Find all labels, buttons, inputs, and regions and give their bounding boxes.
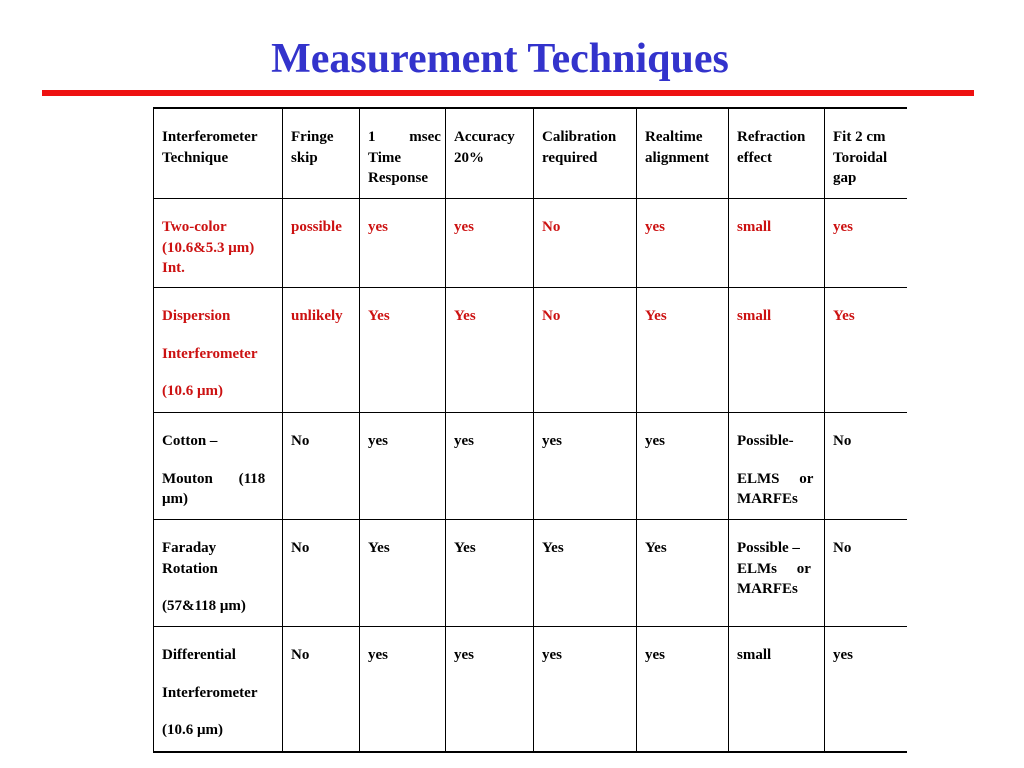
technique-line: Differential xyxy=(162,647,236,663)
header-technique xyxy=(154,108,283,199)
time-response-cell: yes xyxy=(360,413,446,520)
refraction-cell xyxy=(729,520,825,627)
technique-line: Faraday xyxy=(162,540,217,556)
fringe-skip-cell: possible xyxy=(283,199,360,288)
calibration-cell: No xyxy=(534,288,637,413)
technique-line: μm) xyxy=(162,491,188,507)
refraction-cell xyxy=(729,413,825,520)
accuracy-cell: yes xyxy=(446,199,534,288)
refraction-line: MARFEs xyxy=(737,581,798,597)
technique-cell xyxy=(154,520,283,627)
header-line: Technique xyxy=(162,149,229,166)
technique-line: Two-color xyxy=(162,219,227,235)
header-realtime-alignment xyxy=(637,108,729,199)
table-row xyxy=(154,627,907,753)
refraction-line: MARFEs xyxy=(737,491,798,507)
alignment-cell: Yes xyxy=(637,520,729,627)
table-row xyxy=(154,199,907,288)
fringe-skip-cell: unlikely xyxy=(283,288,360,413)
alignment-cell: yes xyxy=(637,627,729,753)
header-line: gap xyxy=(833,170,857,186)
refraction-line: ELMs or xyxy=(737,560,811,577)
header-line: Realtime xyxy=(645,129,703,145)
table-row xyxy=(154,520,907,627)
toroidal-gap-cell: Yes xyxy=(825,288,907,413)
header-line: effect xyxy=(737,149,772,166)
time-response-cell: yes xyxy=(360,199,446,288)
calibration-cell: No xyxy=(534,199,637,288)
technique-line: Mouton (118 xyxy=(162,470,266,487)
techniques-table xyxy=(153,107,907,753)
header-line: Response xyxy=(368,170,429,186)
toroidal-gap-cell: yes xyxy=(825,199,907,288)
table-header-row xyxy=(154,108,907,199)
fringe-skip-cell: No xyxy=(283,627,360,753)
technique-cell xyxy=(154,413,283,520)
toroidal-gap-cell: yes xyxy=(825,627,907,753)
header-line: Accuracy xyxy=(454,129,515,145)
technique-line: Cotton – xyxy=(162,433,218,449)
refraction-cell: small xyxy=(729,199,825,288)
technique-cell xyxy=(154,288,283,413)
header-refraction-effect xyxy=(729,108,825,199)
refraction-line: Possible – xyxy=(737,540,800,556)
table-row xyxy=(154,288,907,413)
fringe-skip-cell: No xyxy=(283,413,360,520)
time-response-cell: yes xyxy=(360,627,446,753)
time-response-cell: Yes xyxy=(360,520,446,627)
title-divider xyxy=(42,90,974,96)
header-line: required xyxy=(542,149,598,166)
table-row xyxy=(154,413,907,520)
calibration-cell: yes xyxy=(534,627,637,753)
header-time-response xyxy=(360,108,446,199)
technique-line: Interferometer xyxy=(162,345,258,362)
header-line: Interferometer xyxy=(162,129,258,145)
refraction-cell: small xyxy=(729,627,825,753)
header-line: Toroidal xyxy=(833,149,888,166)
header-line: Fringe xyxy=(291,129,334,145)
technique-line: Rotation xyxy=(162,560,218,577)
header-toroidal-gap xyxy=(825,108,907,199)
technique-line: (10.6 μm) xyxy=(162,722,223,738)
accuracy-cell: yes xyxy=(446,413,534,520)
alignment-cell: yes xyxy=(637,199,729,288)
header-line: Refraction xyxy=(737,129,806,145)
technique-line: (10.6&5.3 μm) xyxy=(162,239,255,256)
header-accuracy xyxy=(446,108,534,199)
technique-cell xyxy=(154,627,283,753)
technique-line: Dispersion xyxy=(162,308,231,324)
header-line: 20% xyxy=(454,149,484,166)
time-response-cell: Yes xyxy=(360,288,446,413)
refraction-line: ELMS or xyxy=(737,470,814,487)
alignment-cell: yes xyxy=(637,413,729,520)
calibration-cell: yes xyxy=(534,413,637,520)
header-line: Calibration xyxy=(542,129,617,145)
header-line: Time xyxy=(368,149,402,166)
refraction-line: Possible- xyxy=(737,433,794,449)
accuracy-cell: Yes xyxy=(446,520,534,627)
header-line: 1 msec xyxy=(368,129,441,145)
accuracy-cell: Yes xyxy=(446,288,534,413)
calibration-cell: Yes xyxy=(534,520,637,627)
refraction-cell: small xyxy=(729,288,825,413)
technique-line: Interferometer xyxy=(162,684,258,701)
header-calibration xyxy=(534,108,637,199)
header-line: skip xyxy=(291,149,318,166)
header-line: alignment xyxy=(645,149,710,166)
fringe-skip-cell: No xyxy=(283,520,360,627)
alignment-cell: Yes xyxy=(637,288,729,413)
header-line: Fit 2 cm xyxy=(833,129,886,145)
header-fringe-skip xyxy=(283,108,360,199)
technique-line: (10.6 μm) xyxy=(162,383,223,399)
toroidal-gap-cell: No xyxy=(825,520,907,627)
technique-line: (57&118 μm) xyxy=(162,598,246,614)
page-title: Measurement Techniques xyxy=(271,36,729,82)
technique-line: Int. xyxy=(162,260,185,276)
technique-cell xyxy=(154,199,283,288)
toroidal-gap-cell: No xyxy=(825,413,907,520)
accuracy-cell: yes xyxy=(446,627,534,753)
